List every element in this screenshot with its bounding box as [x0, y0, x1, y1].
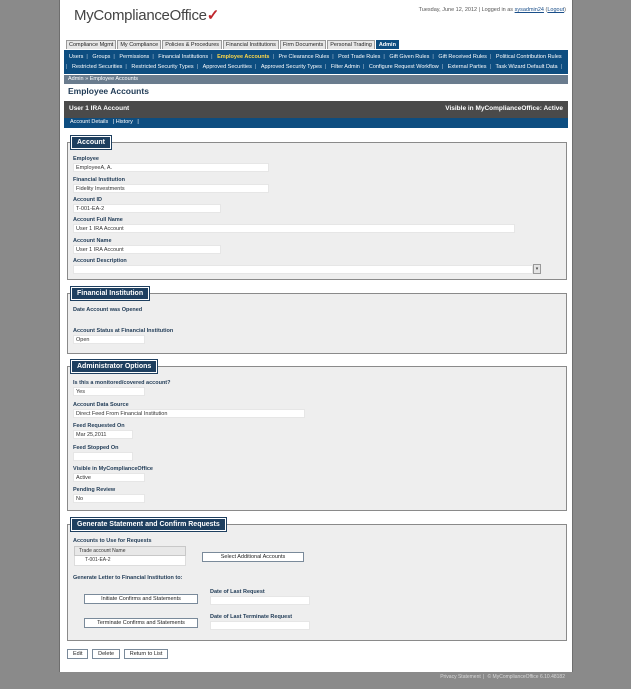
visible-label: Visible in MyComplianceOffice [73, 466, 153, 472]
current-date: Tuesday, June 12, 2012 [418, 7, 478, 13]
financial-institution-field[interactable]: Fidelity Investments [73, 184, 269, 193]
account-legend: Account [71, 136, 111, 149]
account-full-name-label: Account Full Name [73, 217, 123, 223]
account-status-label: Account Status at Financial Institution [73, 328, 174, 334]
account-id-label: Account ID [73, 197, 103, 203]
page-title: Employee Accounts [68, 86, 149, 96]
select-additional-accounts-button[interactable]: Select Additional Accounts [202, 552, 304, 562]
pending-review-field[interactable]: No [73, 494, 145, 503]
last-terminate-field[interactable] [210, 621, 310, 630]
subnav-groups[interactable]: Groups [92, 54, 111, 60]
account-details-link[interactable]: Account Details [70, 119, 109, 125]
footer: Privacy Statement | © MyComplianceOffice 6.10.48182 [440, 674, 565, 680]
table-row[interactable]: T-001-EA-2 [74, 556, 186, 566]
tab-my-compliance[interactable]: My Compliance [117, 40, 161, 49]
subnav-users[interactable]: Users [69, 54, 84, 60]
account-description-field[interactable] [73, 265, 533, 274]
subnav-employee-accounts[interactable]: Employee Accounts [217, 54, 270, 60]
breadcrumb: Admin » Employee Accounts [64, 75, 568, 84]
subnav-gift-received-rules[interactable]: Gift Received Rules [438, 54, 487, 60]
history-link[interactable]: History [115, 119, 133, 125]
subnav-task-wizard-default-data[interactable]: Task Wizard Default Data [495, 64, 558, 70]
table-header: Trade account Name [74, 546, 186, 556]
monitored-label: Is this a monitored/covered account? [73, 380, 171, 386]
visible-field[interactable]: Active [73, 473, 145, 482]
terminate-confirms-button[interactable]: Terminate Confirms and Statements [84, 618, 198, 628]
employee-label: Employee [73, 156, 99, 162]
subnav-approved-securities[interactable]: Approved Securities [202, 64, 252, 70]
edit-button[interactable]: Edit [67, 649, 88, 659]
privacy-link[interactable]: Privacy Statement [440, 674, 481, 680]
account-subnav: Account Details | History | [64, 118, 568, 128]
last-request-field[interactable] [210, 596, 310, 605]
tab-financial-institutions[interactable]: Financial Institutions [223, 40, 279, 49]
initiate-confirms-button[interactable]: Initiate Confirms and Statements [84, 594, 198, 604]
tab-admin[interactable]: Admin [376, 40, 399, 49]
checkmark-icon: ✓ [206, 7, 219, 24]
feed-requested-field[interactable]: Mar 25,2011 [73, 430, 133, 439]
username-link[interactable]: sysadmin24 [514, 7, 544, 13]
generate-requests-section [67, 521, 567, 641]
generate-letter-label: Generate Letter to Financial Institution to: [73, 575, 183, 581]
page-container [59, 0, 573, 672]
financial-institution-legend: Financial Institution [71, 287, 149, 300]
feed-stopped-field[interactable] [73, 452, 133, 461]
account-id-field[interactable]: T-001-EA-2 [73, 204, 221, 213]
main-tabs [66, 40, 400, 49]
subnav-configure-request-workflow[interactable]: Configure Request Workflow [368, 64, 439, 70]
subnav-pre-clearance-rules[interactable]: Pre Clearance Rules [278, 54, 330, 60]
logged-in-label: Logged in as [481, 7, 514, 13]
administrator-options-section [67, 363, 567, 511]
tab-personal-trading[interactable]: Personal Trading [327, 40, 375, 49]
subnav-gift-given-rules[interactable]: Gift Given Rules [389, 54, 430, 60]
last-terminate-label: Date of Last Terminate Request [210, 614, 293, 620]
administrator-options-legend: Administrator Options [71, 360, 157, 373]
accounts-to-use-label: Accounts to Use for Requests [73, 538, 152, 544]
subnav-approved-security-types[interactable]: Approved Security Types [260, 64, 322, 70]
account-section [67, 139, 567, 280]
logout-link[interactable]: Logout [547, 7, 565, 13]
subnav-financial-institutions[interactable]: Financial Institutions [158, 54, 209, 60]
date-opened-label: Date Account was Opened [73, 307, 143, 313]
subnav-restricted-securities[interactable]: Restricted Securities [71, 64, 123, 70]
form-actions [67, 649, 170, 659]
admin-subnav: Users | Groups | Permissions | Financial Institutions | Employee Accounts | Pre Clearance Rules | Post Trade Rules | Gift Given Rules | Gift Received Rules | Political Contribution Rules| Restricted Securities | Restricted Security Types | Approved Securities | Approved Security Types | Filter Admin | Configure Request Workflow | External Parties | Task Wizard Default Data | [64, 50, 568, 74]
last-request-label: Date of Last Request [210, 589, 265, 595]
data-source-label: Account Data Source [73, 402, 129, 408]
return-to-list-button[interactable]: Return to List [124, 649, 169, 659]
subnav-filter-admin[interactable]: Filter Admin [330, 64, 360, 70]
subnav-post-trade-rules[interactable]: Post Trade Rules [338, 54, 381, 60]
feed-requested-label: Feed Requested On [73, 423, 125, 429]
subnav-permissions[interactable]: Permissions [119, 54, 150, 60]
financial-institution-section [67, 290, 567, 354]
financial-institution-label: Financial Institution [73, 177, 125, 183]
account-name-label: Account Name [73, 238, 112, 244]
pending-review-label: Pending Review [73, 487, 116, 493]
generate-requests-legend: Generate Statement and Confirm Requests [71, 518, 226, 531]
user-info: Tuesday, June 12, 2012 | Logged in as sysadmin24 (Logout) [418, 7, 566, 13]
account-description-label: Account Description [73, 258, 127, 264]
account-name-field[interactable]: User 1 IRA Account [73, 245, 221, 254]
app-logo[interactable]: MyComplianceOffice✓ [74, 7, 219, 24]
account-header-bar [64, 101, 568, 118]
scroll-down-icon[interactable]: ▾ [533, 264, 541, 274]
accounts-table [74, 546, 186, 566]
copyright-text: © MyComplianceOffice 6.10.48182 [487, 674, 565, 680]
account-status-field[interactable]: Open [73, 335, 145, 344]
tab-policies[interactable]: Policies & Procedures [162, 40, 222, 49]
employee-field[interactable]: EmployeeA, A. [73, 163, 269, 172]
account-header-name: User 1 IRA Account [69, 105, 130, 112]
account-full-name-field[interactable]: User 1 IRA Account [73, 224, 515, 233]
subnav-external-parties[interactable]: External Parties [447, 64, 487, 70]
subnav-political-contribution-rules[interactable]: Political Contribution Rules [495, 54, 562, 60]
tab-firm-documents[interactable]: Firm Documents [280, 40, 326, 49]
subnav-restricted-security-types[interactable]: Restricted Security Types [131, 64, 194, 70]
feed-stopped-label: Feed Stopped On [73, 445, 119, 451]
tab-compliance-mgmt[interactable]: Compliance Mgmt [66, 40, 116, 49]
data-source-field[interactable]: Direct Feed From Financial Institution [73, 409, 305, 418]
monitored-field[interactable]: Yes [73, 387, 145, 396]
account-visibility-status: Visible in MyComplianceOffice: Active [445, 105, 563, 112]
delete-button[interactable]: Delete [92, 649, 120, 659]
